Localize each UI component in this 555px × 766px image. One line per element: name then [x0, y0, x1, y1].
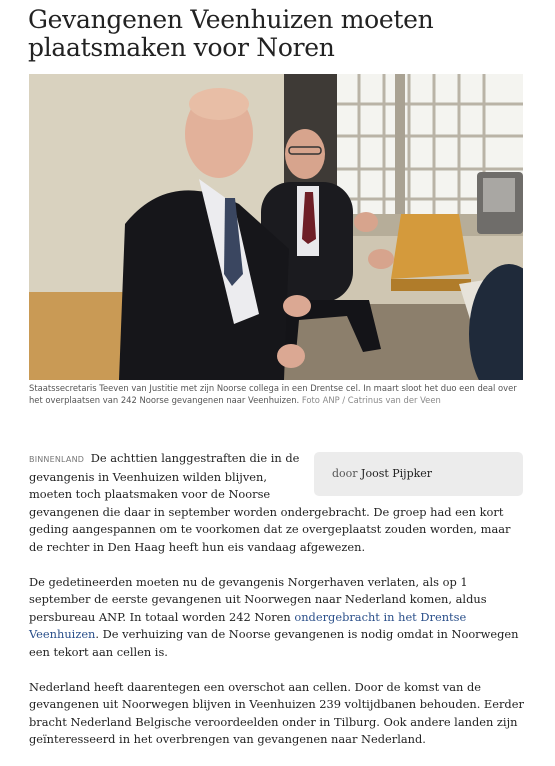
paragraph-3-text: Nederland heeft daarentegen een overschot aan cellen. Door de komst van de gevangenen uit Noorwegen blijven in Veenhuizen 239 voltijdbanen behouden. Eerder bracht Nederland Belgische veroordeelden onder in Tilburg. Ook andere landen zijn geïnteresseerd in het overbrengen van gevangenen naar Nederland. [29, 679, 524, 747]
paragraph-3 [29, 679, 525, 749]
veenhuizen-link[interactable]: ondergebracht in het Drentse Veenhuizen [29, 609, 467, 642]
paragraph-2-text-b: . De verhuizing van de Noorse gevangenen is nodig omdat in Noorwegen een tekort aan cellen is. [29, 627, 519, 659]
paragraph-1-text: De achttien langgestraften die in de gevangenis in Veenhuizen wilden blijven, moeten toch plaatsmaken voor de Noorse gevangenen die daar in september worden ondergebracht. De groep had een kort geding aangespannen om te voorkomen dat ze overgeplaatst zouden worden, maar de rechter in Den Haag heeft hun eis vandaag afgewezen. [29, 451, 511, 554]
article-title: Gevangenen Veenhuizen moeten plaatsmaken voor Noren [28, 5, 434, 62]
author-prefix: door [332, 467, 358, 480]
article-photo [29, 74, 523, 380]
article-body [29, 450, 525, 766]
photo-caption [29, 383, 523, 406]
paragraph-2-text-a: De gedetineerden moeten nu de gevangenis Norgerhaven verlaten, als op 1 september de eerste gevangenen uit Noorwegen naar Nederland komen, aldus persbureau ANP. In totaal worden 242 Noren [29, 574, 487, 624]
paragraph-2 [29, 574, 525, 662]
author-name[interactable]: Joost Pijpker [361, 467, 433, 480]
caption-text: Staatssecretaris Teeven van Justitie met zijn Noorse collega in een Drentse cel. In maart sloot het duo een deal over het overplaatsen van 242 Noorse gevangenen naar Veenhuizen. [29, 383, 517, 405]
photo-credit: Foto ANP / Catrinus van der Veen [301, 394, 441, 405]
section-label: BINNENLAND [29, 455, 85, 464]
